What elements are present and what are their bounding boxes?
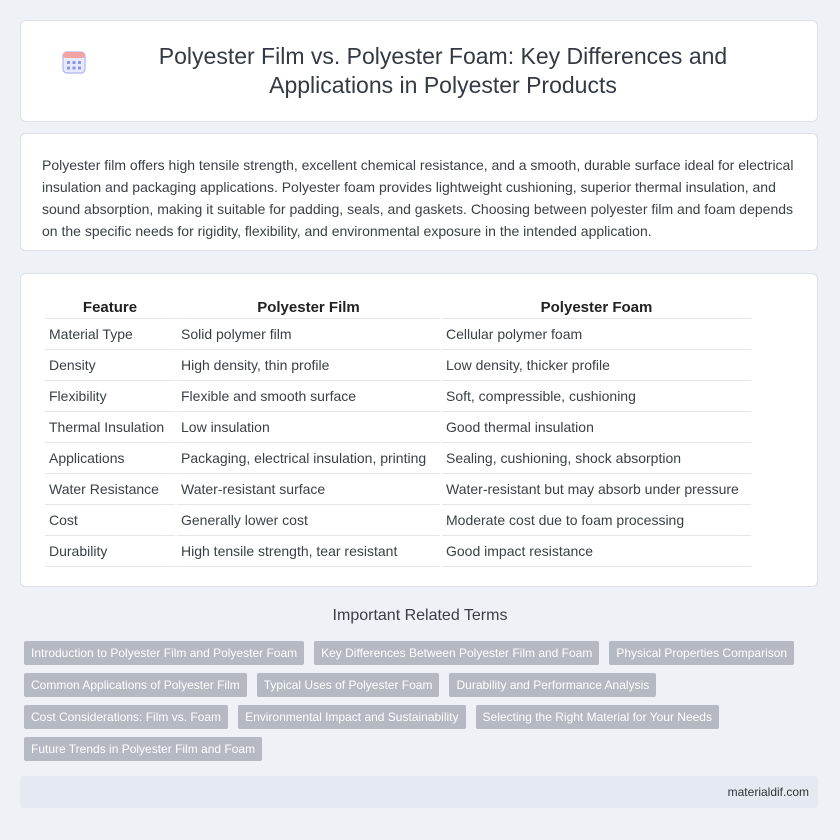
- table-cell-film: Generally lower cost: [177, 505, 440, 536]
- table-row: [45, 536, 751, 567]
- table-cell-feature: Applications: [45, 443, 175, 474]
- footer-bar: [20, 776, 818, 808]
- related-term-tag[interactable]: Selecting the Right Material for Your Needs: [476, 705, 719, 729]
- related-terms-tags: [24, 641, 824, 769]
- related-term-tag[interactable]: Cost Considerations: Film vs. Foam: [24, 705, 228, 729]
- table-cell-film: Low insulation: [177, 412, 440, 443]
- table-header-row: [45, 296, 751, 319]
- related-term-tag[interactable]: Key Differences Between Polyester Film and Foam: [314, 641, 599, 665]
- related-term-tag[interactable]: Introduction to Polyester Film and Polyester Foam: [24, 641, 304, 665]
- table-row: [45, 443, 751, 474]
- table-cell-film: High density, thin profile: [177, 350, 440, 381]
- related-terms-heading: Important Related Terms: [332, 607, 508, 624]
- related-term-tag[interactable]: Typical Uses of Polyester Foam: [257, 673, 440, 697]
- table-cell-feature: Cost: [45, 505, 175, 536]
- table-cell-feature: Durability: [45, 536, 175, 567]
- related-term-tag[interactable]: Future Trends in Polyester Film and Foam: [24, 737, 262, 761]
- table-cell-feature: Thermal Insulation: [45, 412, 175, 443]
- table-cell-foam: Good thermal insulation: [442, 412, 751, 443]
- summary-text: Polyester film offers high tensile strength, excellent chemical resistance, and a smooth, durable surface ideal for electrical insulation and packaging applications. Polyester foam provides lightweight cushioning, superior thermal insulation, and sound absorption, making it suitable for padding, seals, and gaskets. Choosing between polyester film and foam depends on the specific needs for rigidity, flexibility, and environmental exposure in the intended application.: [42, 157, 794, 239]
- table-row: [45, 350, 751, 381]
- column-header-film: Polyester Film: [177, 296, 440, 319]
- related-term-tag[interactable]: Environmental Impact and Sustainability: [238, 705, 465, 729]
- table-cell-foam: Water-resistant but may absorb under pressure: [442, 474, 751, 505]
- table-row: [45, 505, 751, 536]
- column-header-foam: Polyester Foam: [442, 296, 751, 319]
- table-cell-foam: Good impact resistance: [442, 536, 751, 567]
- table-cell-film: High tensile strength, tear resistant: [177, 536, 440, 567]
- table-cell-feature: Material Type: [45, 319, 175, 350]
- table-cell-film: Solid polymer film: [177, 319, 440, 350]
- table-cell-foam: Sealing, cushioning, shock absorption: [442, 443, 751, 474]
- related-term-tag[interactable]: Durability and Performance Analysis: [449, 673, 656, 697]
- column-header-feature: Feature: [45, 296, 175, 319]
- table-cell-film: Water-resistant surface: [177, 474, 440, 505]
- table-cell-foam: Cellular polymer foam: [442, 319, 751, 350]
- table-cell-film: Packaging, electrical insulation, printing: [177, 443, 440, 474]
- calendar-grid-icon: [61, 49, 87, 75]
- table-row: [45, 474, 751, 505]
- table-cell-foam: Moderate cost due to foam processing: [442, 505, 751, 536]
- table-row: [45, 412, 751, 443]
- header-inner: [21, 21, 817, 121]
- footer-site-link[interactable]: materialdif.com: [727, 785, 809, 799]
- table-cell-feature: Density: [45, 350, 175, 381]
- comparison-table-card: [20, 273, 818, 587]
- table-row: [45, 319, 751, 350]
- table-cell-feature: Water Resistance: [45, 474, 175, 505]
- table-cell-foam: Low density, thicker profile: [442, 350, 751, 381]
- related-term-tag[interactable]: Physical Properties Comparison: [609, 641, 794, 665]
- table-row: [45, 381, 751, 412]
- table-cell-foam: Soft, compressible, cushioning: [442, 381, 751, 412]
- header-card: [20, 20, 818, 122]
- comparison-table: [43, 296, 753, 567]
- related-term-tag[interactable]: Common Applications of Polyester Film: [24, 673, 247, 697]
- table-cell-film: Flexible and smooth surface: [177, 381, 440, 412]
- table-cell-feature: Flexibility: [45, 381, 175, 412]
- page-title: Polyester Film vs. Polyester Foam: Key Differences and Applications in Polyester Products: [158, 43, 728, 98]
- summary-card: [20, 133, 818, 251]
